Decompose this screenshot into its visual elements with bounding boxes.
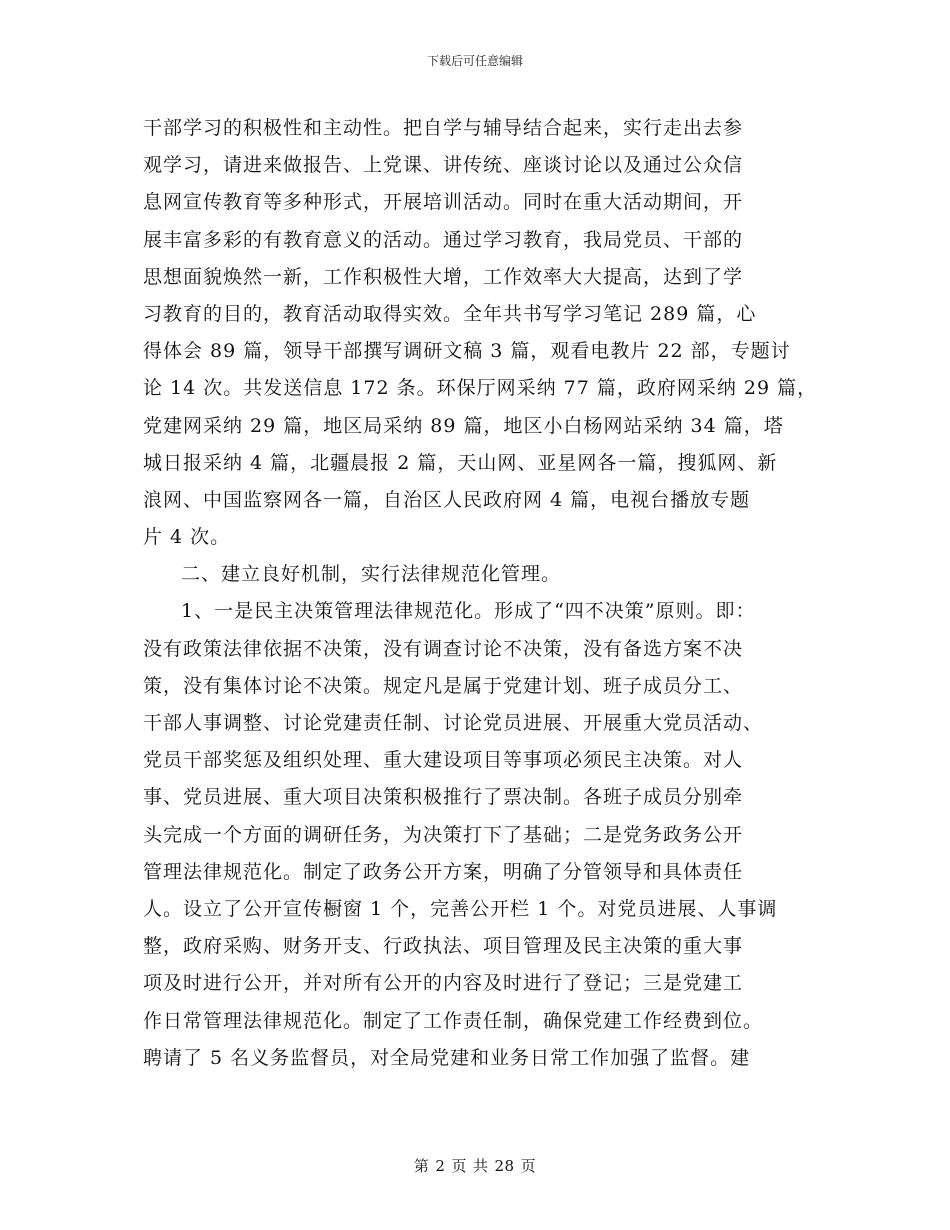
text-line: 聘请了 5 名义务监督员，对全局党建和业务日常工作加强了监督。建 (143, 1046, 751, 1069)
text-line: 没有政策法律依据不决策，没有调查讨论不决策，没有备选方案不决 (143, 637, 744, 660)
total-page-count: 28 (494, 1157, 515, 1175)
footer-page-word: 页 (451, 1157, 467, 1175)
document-body (143, 110, 818, 1077)
text-line: 事、党员进展、重大项目决策积极推行了票决制。各班子成员分别牵 (143, 786, 744, 809)
text-line: 论 14 次。共发送信息 172 条。环保厅网采纳 77 篇，政府网采纳 29 篇， (143, 377, 818, 400)
text-line: 1、一是民主决策管理法律规范化。形成了“四不决策”原则。即： (181, 600, 756, 623)
text-line: 策，没有集体讨论不决策。规定凡是属于党建计划、班子成员分工、 (143, 674, 744, 697)
text-line: 管理法律规范化。制定了政务公开方案，明确了分管领导和具体责任 (143, 860, 744, 883)
text-line: 展丰富多彩的有教育意义的活动。通过学习教育，我局党员、干部的 (143, 228, 744, 251)
text-line: 得体会 89 篇，领导干部撰写调研文稿 3 篇，观看电教片 22 部，专题讨 (143, 340, 791, 363)
current-page-number: 2 (435, 1157, 446, 1175)
text-line: 浪网、中国监察网各一篇，自治区人民政府网 4 篇，电视台播放专题 (143, 488, 751, 511)
text-line: 息网宣传教育等多种形式，开展培训活动。同时在重大活动期间，开 (143, 191, 744, 214)
text-line: 观学习，请进来做报告、上党课、讲传统、座谈讨论以及通过公众信 (143, 154, 744, 177)
text-line: 思想面貌焕然一新，工作积极性大增，工作效率大大提高，达到了学 (143, 265, 744, 288)
page-header-note: 下载后可任意编辑 (426, 54, 523, 68)
footer-suffix: 页 (520, 1157, 537, 1175)
text-line: 党建网采纳 29 篇，地区局采纳 89 篇，地区小白杨网站采纳 34 篇，塔 (143, 414, 784, 437)
text-line: 党员干部奖惩及组织处理、重大建设项目等事项必须民主决策。对人 (143, 749, 744, 772)
text-line: 项及时进行公开，并对所有公开的内容及时进行了登记；三是党建工 (143, 972, 744, 995)
text-line: 头完成一个方面的调研任务，为决策打下了基础；二是党务政务公开 (143, 823, 744, 846)
text-line: 人。设立了公开宣传橱窗 1 个，完善公开栏 1 个。对党员进展、人事调 (143, 897, 778, 920)
text-line: 干部学习的积极性和主动性。把自学与辅导结合起来，实行走出去参 (143, 117, 744, 139)
section-heading: 二、建立良好机制，实行法律规范化管理。 (181, 563, 562, 586)
text-line: 干部人事调整、讨论党建责任制、讨论党员进展、开展重大党员活动、 (143, 712, 764, 734)
text-line: 作日常管理法律规范化。制定了工作责任制，确保党建工作经费到位。 (143, 1009, 764, 1032)
text-line: 整，政府采购、财务开支、行政执法、项目管理及民主决策的重大事 (143, 935, 744, 958)
text-line: 城日报采纳 4 篇，北疆晨报 2 篇，天山网、亚星网各一篇，搜狐网、新 (143, 451, 778, 474)
text-line: 习教育的目的，教育活动取得实效。全年共书写学习笔记 289 篇，心 (143, 302, 757, 325)
footer-prefix: 第 (413, 1157, 430, 1175)
footer-total-label: 共 (472, 1157, 489, 1175)
text-line: 片 4 次。 (143, 526, 231, 549)
page-footer (0, 1156, 950, 1176)
